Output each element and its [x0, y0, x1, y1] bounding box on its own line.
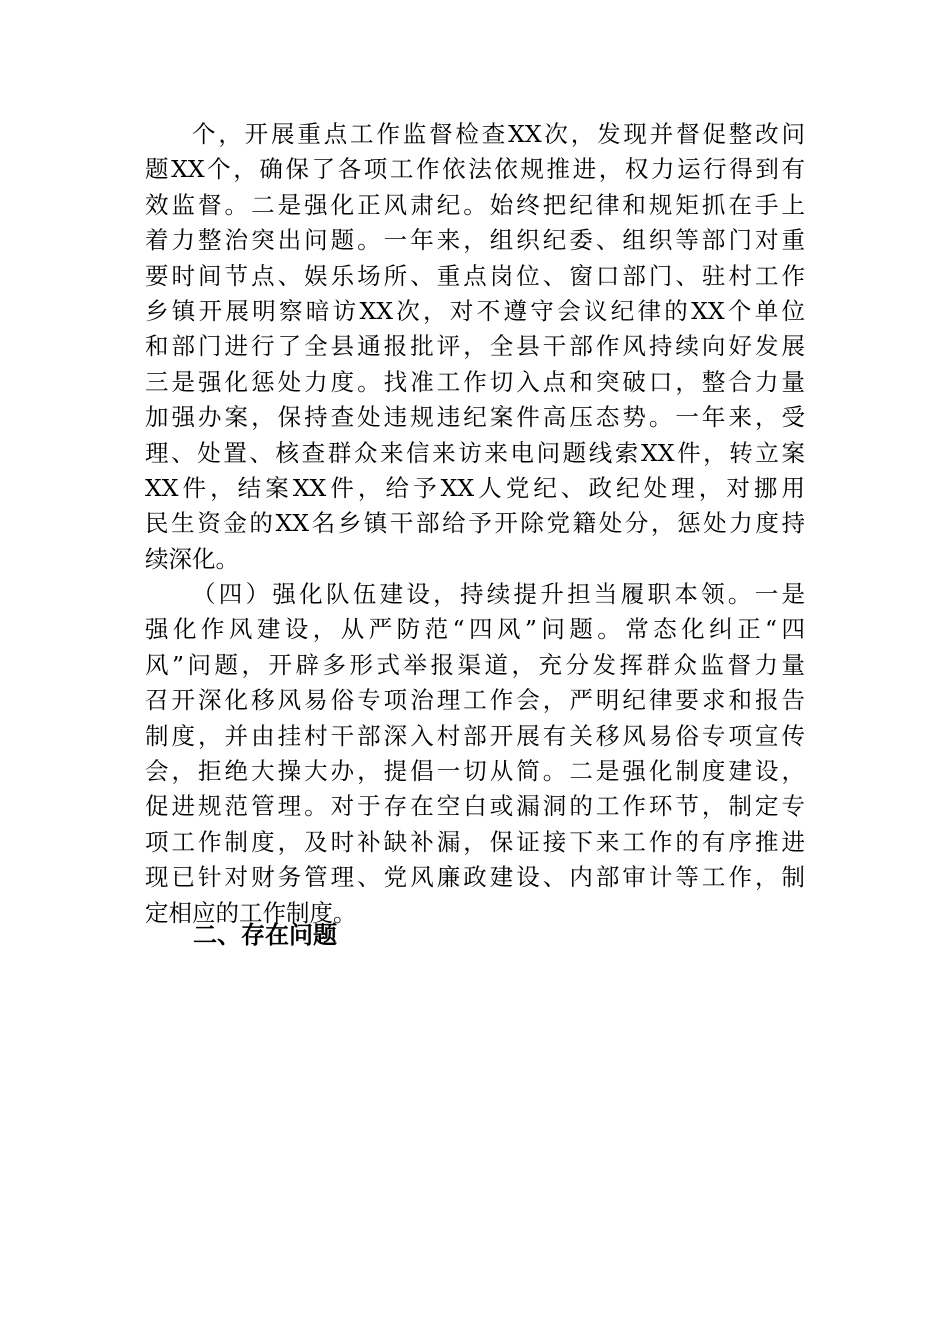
- text-line: 定相应的工作制度。: [145, 898, 357, 927]
- text-line: XX件，结案XX件，给予XX人党纪、政纪处理，对挪用: [145, 473, 805, 502]
- text-line: 理、处置、核查群众来信来访来电问题线索XX件，转立案: [145, 438, 805, 467]
- text-line: 召开深化移风易俗专项治理工作会，严明纪律要求和报告: [145, 686, 805, 715]
- text-line: 促进规范管理。对于存在空白或漏洞的工作环节，制定专: [145, 792, 805, 821]
- text-line: 会，拒绝大操大办，提倡一切从简。二是强化制度建设，: [145, 757, 805, 786]
- text-line: 风”问题，开辟多形式举报渠道，充分发挥群众监督力量: [145, 650, 805, 679]
- text-line: 三是强化惩处力度。找准工作切入点和突破口，整合力量: [145, 367, 805, 396]
- subsection-line: （四）强化队伍建设，持续提升担当履职本领。一是: [192, 580, 805, 609]
- text-line: 要时间节点、娱乐场所、重点岗位、窗口部门、驻村工作: [145, 261, 805, 290]
- text-line: 加强办案，保持查处违规违纪案件高压态势。一年来，受: [145, 403, 805, 432]
- text-line: 项工作制度，及时补缺补漏，保证接下来工作的有序推进: [145, 827, 805, 856]
- text-line: 乡镇开展明察暗访XX次，对不遵守会议纪律的XX个单位: [145, 296, 805, 325]
- text-line: 制度，并由挂村干部深入村部开展有关移风易俗专项宣传: [145, 721, 805, 750]
- text-line: 题XX个，确保了各项工作依法依规推进，权力运行得到有: [145, 155, 805, 184]
- text-line: 和部门进行了全县通报批评，全县干部作风持续向好发展: [145, 332, 805, 361]
- text-line: 续深化。: [145, 544, 239, 573]
- text-line: 强化作风建设，从严防范“四风”问题。常态化纠正“四: [145, 615, 805, 644]
- text-line: 效监督。二是强化正风肃纪。始终把纪律和规矩抓在手上: [145, 190, 805, 219]
- text-line: 个，开展重点工作监督检查XX次，发现并督促整改问: [192, 120, 805, 148]
- text-line: 现已针对财务管理、党风廉政建设、内部审计等工作，制: [145, 863, 805, 892]
- text-line: 着力整治突出问题。一年来，组织纪委、组织等部门对重: [145, 226, 805, 255]
- body-text: [145, 117, 805, 931]
- text-line: 民生资金的XX名乡镇干部给予开除党籍处分，惩处力度持: [145, 509, 805, 538]
- section-heading: 二、存在问题: [193, 921, 337, 949]
